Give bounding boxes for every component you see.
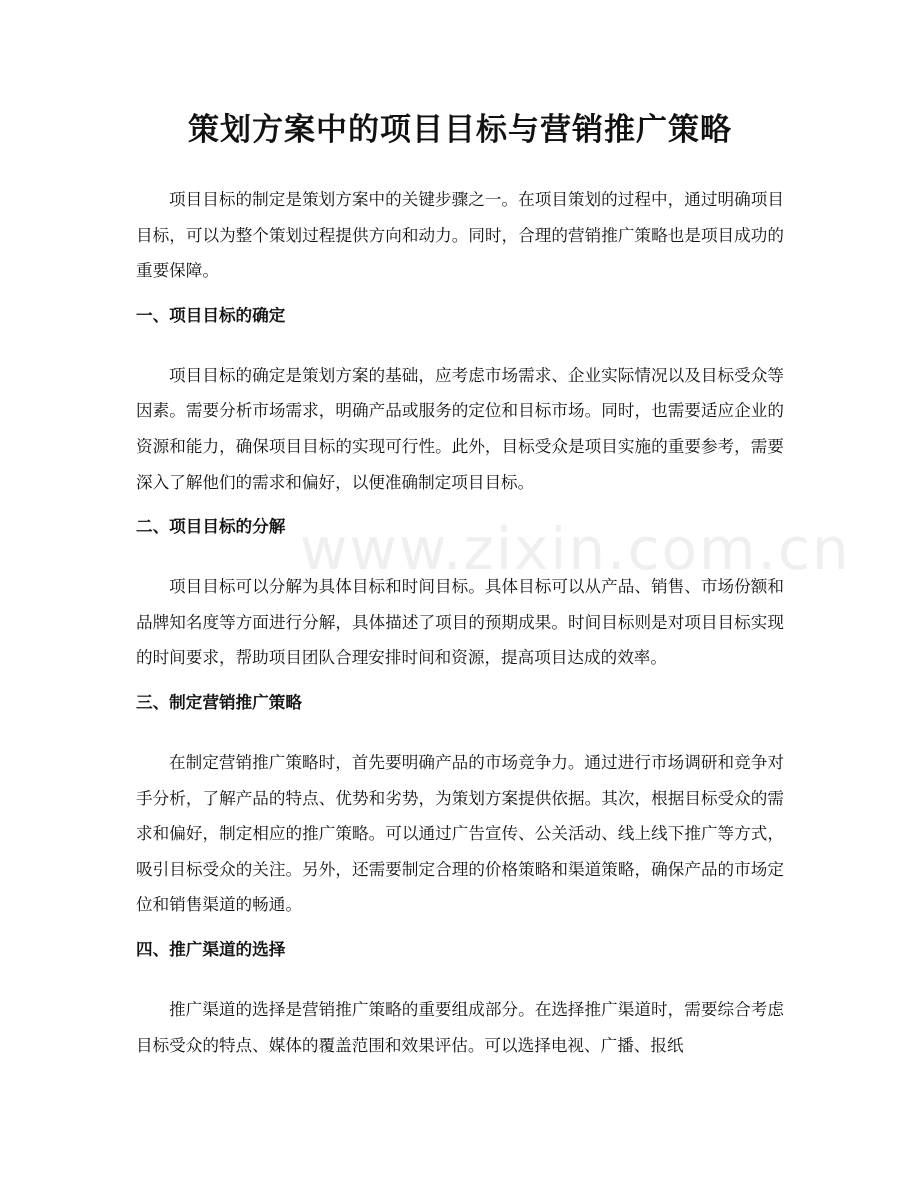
- intro-paragraph: 项目目标的制定是策划方案中的关键步骤之一。在项目策划的过程中，通过明确项目目标，可以为整个策划过程提供方向和动力。同时，合理的营销推广策略也是项目成功的重要保障。: [136, 190, 784, 281]
- document-body: [136, 182, 784, 1077]
- section-2: [136, 514, 784, 676]
- section-heading: 一、项目目标的确定: [136, 305, 286, 325]
- watermark: www.zixin.com.cn: [300, 515, 851, 583]
- section-paragraph: 项目目标可以分解为具体目标和时间目标。具体目标可以从产品、销售、市场份额和品牌知名度等方面进行分解，具体描述了项目的预期成果。时间目标则是对项目目标实现的时间要求，帮助项目团队合理安排时间和资源，提高项目达成的效率。: [136, 577, 784, 668]
- section-paragraph: 项目目标的确定是策划方案的基础，应考虑市场需求、企业实际情况以及目标受众等因素。需要分析市场需求，明确产品或服务的定位和目标市场。同时，也需要适应企业的资源和能力，确保项目目标的实现可行性。此外，目标受众是项目实施的重要参考，需要深入了解他们的需求和偏好，以便准确制定项目目标。: [136, 365, 784, 492]
- section-heading: 二、项目目标的分解: [136, 517, 286, 537]
- section-heading: 三、制定营销推广策略: [136, 692, 302, 712]
- section-heading: 四、推广渠道的选择: [136, 939, 286, 959]
- section-paragraph: 推广渠道的选择是营销推广策略的重要组成部分。在选择推广渠道时，需要综合考虑目标受众的特点、媒体的覆盖范围和效果评估。可以选择电视、广播、报纸: [136, 999, 784, 1055]
- section-3: [136, 690, 784, 923]
- section-paragraph: 在制定营销推广策略时，首先要明确产品的市场竞争力。通过进行市场调研和竞争对手分析，了解产品的特点、优势和劣势，为策划方案提供依据。其次，根据目标受众的需求和偏好，制定相应的推广策略。可以通过广告宣传、公关活动、线上线下推广等方式，吸引目标受众的关注。另外，还需要制定合理的价格策略和渠道策略，确保产品的市场定位和销售渠道的畅通。: [136, 752, 784, 915]
- section-4: [136, 937, 784, 1063]
- document-title: 策划方案中的项目目标与营销推广策略: [188, 112, 732, 148]
- section-1: [136, 303, 784, 500]
